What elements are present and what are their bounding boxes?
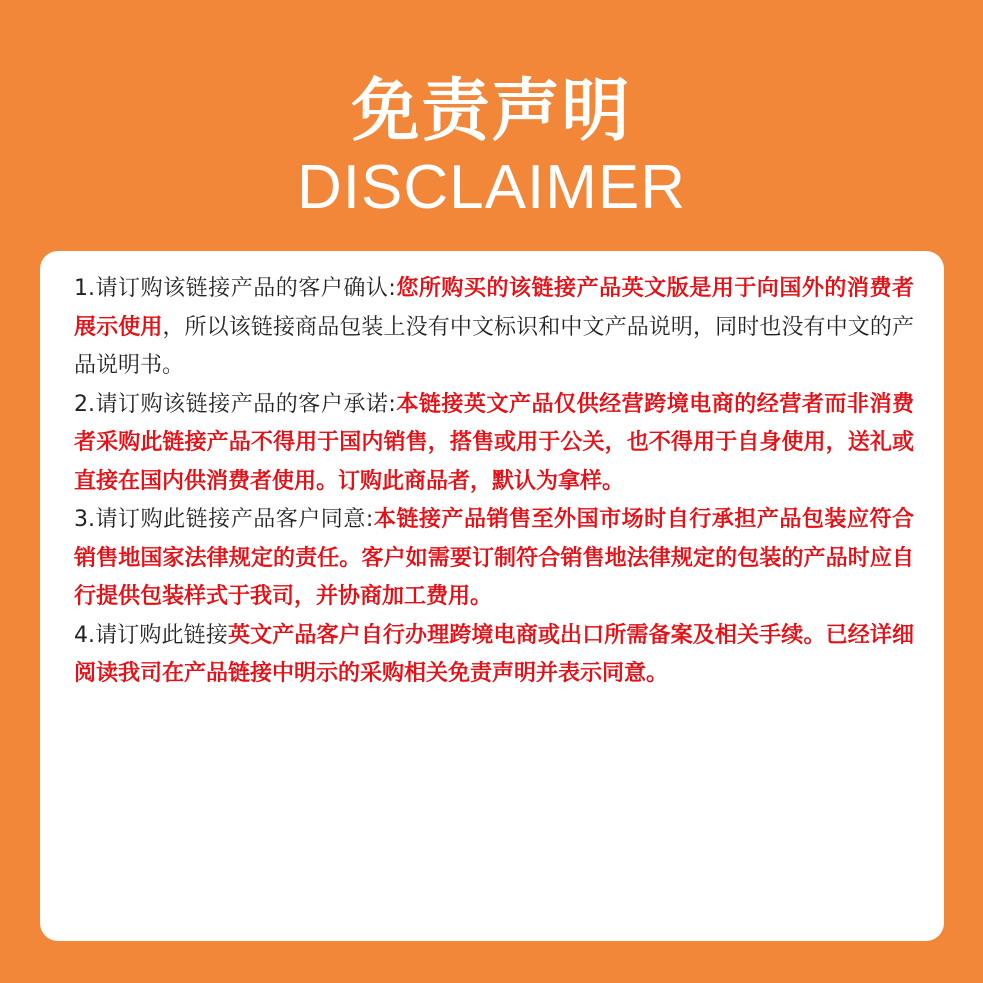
- item-3-lead: 3.请订购此链接产品客户同意:: [74, 507, 374, 532]
- item-2-emphasis: 本链接英文产品仅供经营跨境电商的经营者而非消费者采购此链接产品不得用于国内销售，搭售或用于公关，也不得用于自身使用，送礼或直接在国内供消费者使用。订购此商品者，默认为拿样。: [74, 391, 914, 494]
- page-subtitle: DISCLAIMER: [297, 153, 686, 222]
- item-3-emphasis: 本链接产品销售至外国市场时自行承担产品包装应符合销售地国家法律规定的责任。客户如需要订制符合销售地法律规定的包装的产品时应自行提供包装样式于我司，并协商加工费用。: [74, 507, 914, 609]
- item-4-emphasis: 英文产品客户自行办理跨境电商或出口所需备案及相关手续。已经详细阅读我司在产品链接中明示的采购相关免责声明并表示同意。: [74, 622, 914, 686]
- disclaimer-item-2: [74, 386, 914, 502]
- disclaimer-item-3: [74, 501, 914, 617]
- item-1-emphasis: 您所购买的该链接产品英文版是用于向国外的消费者展示使用: [74, 276, 914, 340]
- item-4-lead: 4.请订购此链接: [74, 622, 228, 648]
- page-title: 免责声明: [351, 72, 632, 151]
- disclaimer-card: [40, 251, 944, 941]
- disclaimer-item-4: [74, 617, 914, 694]
- item-1-lead: 1.请订购该链接产品的客户确认:: [74, 276, 396, 301]
- item-1-tail: ，所以该链接商品包装上没有中文标识和中文产品说明，同时也没有中文的产品说明书。: [74, 314, 914, 378]
- disclaimer-item-1: [74, 270, 914, 386]
- item-2-lead: 2.请订购该链接产品的客户承诺:: [74, 391, 396, 417]
